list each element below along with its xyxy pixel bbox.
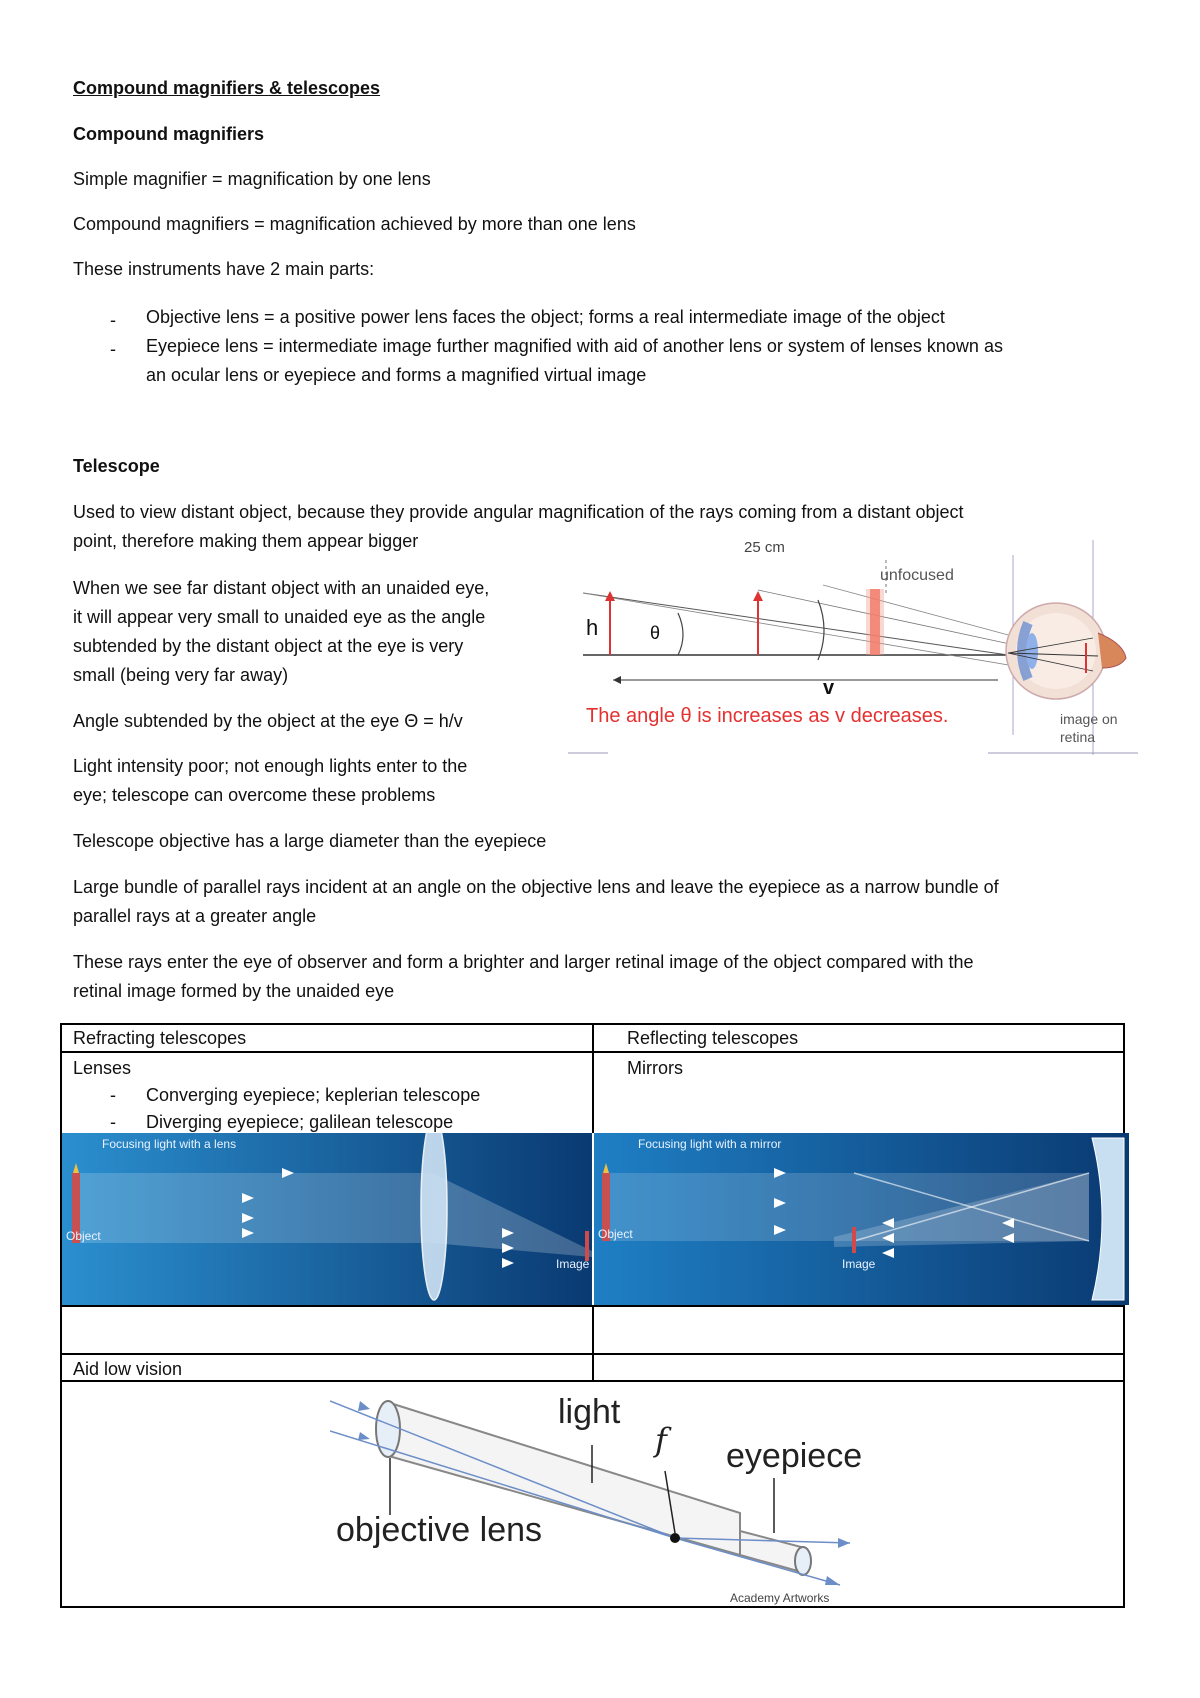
light-label: light [558, 1393, 621, 1431]
angle-subtended-figure [568, 535, 1138, 757]
paragraph-rays-enter-2: retinal image formed by the unaided eye [73, 981, 395, 1001]
paragraph-far-object-2: it will appear very small to unaided eye as the angle [73, 607, 486, 627]
theta-label: θ [650, 623, 661, 643]
lens-focusing-figure [62, 1133, 592, 1305]
header-reflecting: Reflecting telescopes [627, 1028, 799, 1048]
paragraph-angle-formula: Angle subtended by the object at the eye Θ = h/v [73, 711, 463, 731]
objective-lens-label: objective lens [336, 1511, 543, 1549]
section-heading-compound-magnifiers: Compound magnifiers [73, 124, 265, 144]
section-heading-telescope: Telescope [73, 456, 160, 476]
paragraph-bundle-2: parallel rays at a greater angle [73, 906, 317, 926]
focal-point-label: f [655, 1421, 667, 1459]
paragraph-main-parts: These instruments have 2 main parts: [73, 259, 375, 279]
document-title: Compound magnifiers & telescopes [73, 78, 381, 98]
lens-image-label: Image [556, 1257, 590, 1271]
v-label: v [823, 677, 835, 699]
distance-label: 25 cm [744, 539, 785, 556]
angle-caption: The angle θ is increases as v decreases. [586, 705, 949, 727]
eye-icon [998, 593, 1128, 703]
mirror-figure-title: Focusing light with a mirror [638, 1137, 782, 1151]
bullet-objective-lens: Objective lens = a positive power lens faces the object; forms a real intermediate image of the object [146, 307, 945, 327]
unfocused-label: unfocused [880, 567, 954, 584]
paragraph-rays-enter-1: These rays enter the eye of observer and form a brighter and larger retinal image of the object compared with the [73, 952, 974, 972]
bullet-eyepiece-lens-cont: an ocular lens or eyepiece and forms a magnified virtual image [146, 365, 647, 385]
credit-label: Academy Artworks [730, 1591, 830, 1605]
paragraph-bundle-1: Large bundle of parallel rays incident at an angle on the objective lens and leave the eyepiece as a narrow bundle of [73, 877, 999, 897]
retina-label-2: retina [1060, 729, 1096, 745]
paragraph-used-to-view-cont: point, therefore making them appear bigger [73, 531, 419, 551]
table-divider [592, 1305, 594, 1380]
paragraph-far-object-3: subtended by the distant object at the eye is very [73, 636, 464, 656]
bullet-dash: - [110, 310, 116, 330]
paragraph-used-to-view: Used to view distant object, because they provide angular magnification of the rays coming from a distant object [73, 502, 964, 522]
retina-label-1: image on [1060, 711, 1118, 727]
bullet-dash: - [110, 1112, 116, 1132]
lens-figure-title: Focusing light with a lens [102, 1137, 237, 1151]
bullet-dash: - [110, 1085, 116, 1105]
paragraph-far-object-1: When we see far distant object with an unaided eye, [73, 578, 490, 598]
cell-mirrors: Mirrors [627, 1058, 683, 1078]
paragraph-simple-magnifier: Simple magnifier = magnification by one lens [73, 169, 431, 189]
telescope-tube-figure [330, 1383, 863, 1608]
eyepiece-label: eyepiece [726, 1437, 863, 1475]
paragraph-light-1: Light intensity poor; not enough lights enter to the [73, 756, 468, 776]
bullet-eyepiece-lens: Eyepiece lens = intermediate image further magnified with aid of another lens or system of lenses known as [146, 336, 1003, 356]
paragraph-objective-diameter: Telescope objective has a large diameter than the eyepiece [73, 831, 547, 851]
mirror-image-label: Image [842, 1257, 876, 1271]
lens-object-label: Object [66, 1229, 101, 1243]
paragraph-compound-magnifiers: Compound magnifiers = magnification achieved by more than one lens [73, 214, 636, 234]
cell-diverging-eyepiece: Diverging eyepiece; galilean telescope [146, 1112, 454, 1132]
header-refracting: Refracting telescopes [73, 1028, 247, 1048]
h-label: h [586, 615, 599, 640]
cell-converging-eyepiece: Converging eyepiece; keplerian telescope [146, 1085, 481, 1105]
bullet-dash: - [110, 339, 116, 359]
table-divider [60, 1380, 1125, 1382]
paragraph-light-2: eye; telescope can overcome these problems [73, 785, 436, 805]
mirror-focusing-figure [594, 1133, 1129, 1305]
paragraph-far-object-4: small (being very far away) [73, 665, 289, 685]
mirror-object-label: Object [598, 1227, 633, 1241]
table-divider [592, 1023, 594, 1133]
cell-lenses: Lenses [73, 1058, 132, 1078]
cell-aid-low-vision: Aid low vision [73, 1359, 183, 1379]
